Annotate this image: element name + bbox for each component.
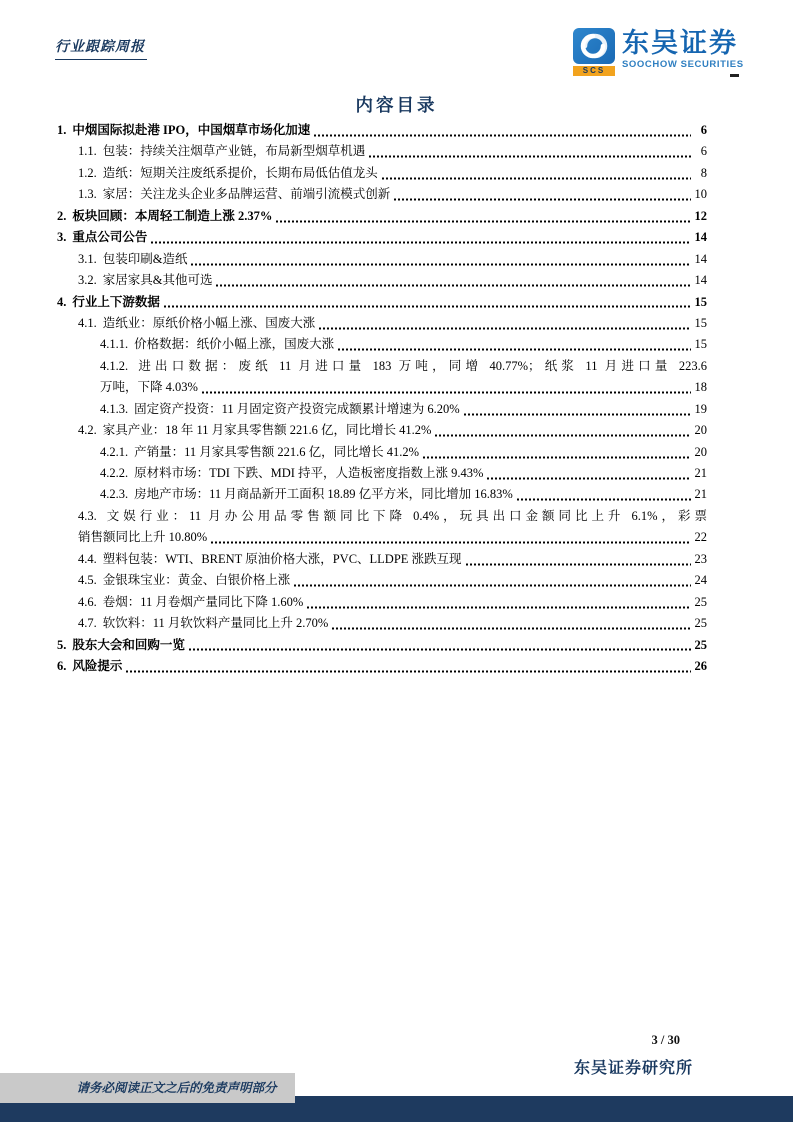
institute-name: 东吴证券研究所 xyxy=(573,1060,693,1077)
table-of-contents xyxy=(57,120,707,677)
dotted-leader xyxy=(368,141,691,162)
toc-page-number: 19 xyxy=(694,401,707,416)
page-number: 3 / 30 xyxy=(651,1033,680,1047)
dotted-leader xyxy=(163,292,691,313)
toc-entry-title: 家居：关注龙头企业多品牌运营、前端引流模式创新 xyxy=(102,187,391,202)
toc-line xyxy=(57,635,707,656)
toc-entry-title: 万吨，下降 4.03% xyxy=(100,380,198,395)
toc-page-number: 25 xyxy=(694,637,707,652)
toc-entry[interactable] xyxy=(57,292,707,313)
toc-entry-title: 价格数据：纸价小幅上涨，国废大涨 xyxy=(134,337,335,352)
dotted-leader xyxy=(393,184,691,205)
toc-entry-title: 重点公司公告 xyxy=(72,230,148,245)
toc-entry-title: 原材料市场：TDI 下跌、MDI 持平，人造板密度指数上涨 9.43% xyxy=(134,466,484,480)
toc-entry-title: 软饮料：11 月软饮料产量同比上升 2.70% xyxy=(102,616,329,631)
toc-entry[interactable] xyxy=(57,613,707,634)
toc-entry-number: 4.1. xyxy=(78,315,97,330)
toc-entry-title: 文娱行业：11 月办公用品零售额同比下降 0.4%，玩具出口金额同比上升 6.1%，彩票 xyxy=(102,508,707,523)
toc-page-number: 6 xyxy=(700,144,707,159)
toc-entry[interactable] xyxy=(57,227,707,248)
dotted-leader xyxy=(210,527,691,548)
disclaimer-box xyxy=(0,1073,295,1103)
toc-entry-number: 4.5. xyxy=(78,573,97,588)
toc-entry-number: 6. xyxy=(57,658,67,673)
toc-entry[interactable] xyxy=(57,141,707,162)
toc-line xyxy=(57,120,707,141)
toc-entry[interactable] xyxy=(57,442,707,463)
toc-entry-title: 固定资产投资：11 月固定资产投资完成额累计增速为 6.20% xyxy=(134,401,460,416)
toc-line xyxy=(57,249,707,270)
dotted-leader xyxy=(313,120,691,141)
toc-page-number: 20 xyxy=(694,444,707,459)
header-dash xyxy=(730,74,739,77)
logo-scs-text: SCS xyxy=(573,66,615,76)
toc-page-number: 25 xyxy=(694,594,707,609)
toc-line xyxy=(57,334,707,355)
dotted-leader xyxy=(318,313,691,334)
toc-entry[interactable] xyxy=(57,356,707,399)
toc-line xyxy=(57,570,707,591)
toc-entry[interactable] xyxy=(57,270,707,291)
toc-line xyxy=(57,484,707,505)
report-type-label: 行业跟踪周报 xyxy=(55,36,147,60)
dotted-leader xyxy=(293,570,691,591)
toc-entry[interactable] xyxy=(57,313,707,334)
toc-entry-title: 塑料包装：WTI、BRENT 原油价格大涨，PVC、LLDPE 涨跌互现 xyxy=(102,551,462,566)
toc-page-number: 15 xyxy=(694,337,707,352)
brand-name-en: SOOCHOW SECURITIES xyxy=(622,59,744,70)
dotted-leader xyxy=(215,270,691,291)
toc-entry-number: 1.1. xyxy=(78,144,97,159)
dotted-leader xyxy=(516,484,691,505)
toc-entry-number: 1.2. xyxy=(78,165,97,180)
toc-entry-title: 中烟国际拟赴港 IPO，中国烟草市场化加速 xyxy=(72,123,311,137)
toc-line xyxy=(57,420,707,441)
brand-logo xyxy=(573,28,744,76)
soochow-logo-icon xyxy=(573,28,615,64)
toc-page-number: 12 xyxy=(694,208,707,223)
dotted-leader xyxy=(422,442,691,463)
toc-entry-title: 家居家具&其他可选 xyxy=(102,273,213,288)
brand-name-cn: 东吴证券 xyxy=(622,28,738,58)
toc-line xyxy=(57,184,707,205)
toc-entry-number: 4. xyxy=(57,294,67,309)
toc-entry-title: 造纸业：原纸价格小幅上涨、国废大涨 xyxy=(102,315,316,330)
toc-page-number: 8 xyxy=(700,165,707,180)
toc-line xyxy=(57,163,707,184)
dotted-leader xyxy=(150,227,691,248)
dotted-leader xyxy=(306,592,691,613)
toc-entry-number: 3. xyxy=(57,230,67,245)
disclaimer-text: 请务必阅读正文之后的免责声明部分 xyxy=(76,1081,277,1095)
toc-entry-title: 进出口数据：废纸 11 月进口量 183 万吨，同增 40.77%；纸浆 11 月进口量 223.6 xyxy=(134,358,707,373)
toc-entry-title: 板块回顾：本周轻工制造上涨 2.37% xyxy=(72,208,273,223)
toc-page-number: 21 xyxy=(694,466,707,480)
toc-entry-title: 销售额同比上升 10.80% xyxy=(78,530,208,545)
toc-entry[interactable] xyxy=(57,206,707,227)
toc-entry[interactable] xyxy=(57,334,707,355)
toc-line xyxy=(57,141,707,162)
toc-entry-number: 4.1.2. xyxy=(100,358,129,373)
dotted-leader xyxy=(190,249,691,270)
toc-entry-number: 1. xyxy=(57,123,67,137)
toc-page-number: 14 xyxy=(694,251,707,266)
toc-entry[interactable] xyxy=(57,484,707,505)
toc-entry-number: 4.7. xyxy=(78,616,97,631)
toc-page-number: 20 xyxy=(694,423,707,438)
toc-line xyxy=(57,227,707,248)
toc-entry[interactable] xyxy=(57,656,707,677)
toc-entry[interactable] xyxy=(57,163,707,184)
toc-line xyxy=(57,399,707,420)
toc-entry-title: 造纸：短期关注废纸系提价，长期布局低估值龙头 xyxy=(102,165,378,180)
toc-page-number: 6 xyxy=(700,123,707,137)
toc-page-number: 24 xyxy=(694,573,707,588)
toc-page-number: 15 xyxy=(694,315,707,330)
toc-line xyxy=(57,442,707,463)
toc-line xyxy=(57,356,707,377)
toc-entry-number: 4.2.3. xyxy=(100,487,129,502)
toc-page-number: 23 xyxy=(694,551,707,566)
toc-line xyxy=(57,463,707,484)
toc-entry-title: 房地产市场：11 月商品新开工面积 18.89 亿平方米，同比增加 16.83% xyxy=(134,487,513,502)
toc-entry-number: 4.2. xyxy=(78,423,97,438)
dotted-leader xyxy=(125,656,691,677)
dotted-leader xyxy=(465,549,691,570)
toc-page-number: 14 xyxy=(694,230,707,245)
toc-entry-title: 包装：持续关注烟草产业链，布局新型烟草机遇 xyxy=(102,144,366,159)
toc-entry-title: 产销量：11 月家具零售额 221.6 亿，同比增长 41.2% xyxy=(134,444,420,459)
toc-line xyxy=(57,270,707,291)
page-title: 内容目录 xyxy=(355,95,438,115)
toc-entry-number: 5. xyxy=(57,637,67,652)
toc-entry-number: 3.2. xyxy=(78,273,97,288)
toc-entry[interactable] xyxy=(57,249,707,270)
toc-page-number: 21 xyxy=(694,487,707,502)
toc-page-number: 15 xyxy=(694,294,707,309)
toc-entry-number: 4.2.1. xyxy=(100,444,129,459)
dotted-leader xyxy=(188,635,691,656)
toc-line xyxy=(57,656,707,677)
toc-entry-number: 4.1.3. xyxy=(100,401,129,416)
toc-entry-number: 3.1. xyxy=(78,251,97,266)
toc-entry-title: 包装印刷&造纸 xyxy=(102,251,188,266)
toc-entry[interactable] xyxy=(57,570,707,591)
toc-entry-number: 1.3. xyxy=(78,187,97,202)
dotted-leader xyxy=(381,163,691,184)
dotted-leader xyxy=(463,399,691,420)
toc-entry[interactable] xyxy=(57,184,707,205)
toc-entry-number: 2. xyxy=(57,208,67,223)
toc-line xyxy=(57,549,707,570)
toc-page-number: 25 xyxy=(694,616,707,631)
toc-entry[interactable] xyxy=(57,506,707,549)
toc-entry-title: 卷烟：11 月卷烟产量同比下降 1.60% xyxy=(102,594,304,609)
toc-entry-title: 风险提示 xyxy=(72,658,123,673)
dotted-leader xyxy=(275,206,691,227)
toc-entry[interactable] xyxy=(57,463,707,484)
toc-page-number: 26 xyxy=(694,658,707,673)
toc-line xyxy=(57,527,707,548)
toc-page-number: 18 xyxy=(694,380,707,395)
toc-line xyxy=(57,377,707,398)
toc-entry-title: 股东大会和回购一览 xyxy=(72,637,185,652)
toc-line xyxy=(57,206,707,227)
toc-entry-title: 家具产业：18 年 11 月家具零售额 221.6 亿，同比增长 41.2% xyxy=(102,423,432,438)
toc-page-number: 22 xyxy=(694,530,707,545)
toc-line xyxy=(57,613,707,634)
dotted-leader xyxy=(201,377,691,398)
toc-entry-number: 4.1.1. xyxy=(100,337,129,352)
toc-line xyxy=(57,292,707,313)
toc-page-number: 10 xyxy=(694,187,707,202)
toc-entry-title: 行业上下游数据 xyxy=(72,294,160,309)
toc-line xyxy=(57,313,707,334)
toc-page-number: 14 xyxy=(694,273,707,288)
toc-entry-number: 4.4. xyxy=(78,551,97,566)
toc-entry[interactable] xyxy=(57,549,707,570)
toc-entry-title: 金银珠宝业：黄金、白银价格上涨 xyxy=(102,573,291,588)
toc-line xyxy=(57,506,707,527)
toc-entry-number: 4.6. xyxy=(78,594,97,609)
toc-entry[interactable] xyxy=(57,399,707,420)
toc-entry-number: 4.3. xyxy=(78,508,97,523)
toc-entry[interactable] xyxy=(57,592,707,613)
dotted-leader xyxy=(434,420,691,441)
dotted-leader xyxy=(486,463,691,484)
toc-entry-number: 4.2.2. xyxy=(100,466,129,480)
toc-entry[interactable] xyxy=(57,420,707,441)
dotted-leader xyxy=(331,613,691,634)
swirl-icon xyxy=(579,33,609,59)
toc-entry[interactable] xyxy=(57,120,707,141)
dotted-leader xyxy=(337,334,691,355)
toc-entry[interactable] xyxy=(57,635,707,656)
toc-line xyxy=(57,592,707,613)
